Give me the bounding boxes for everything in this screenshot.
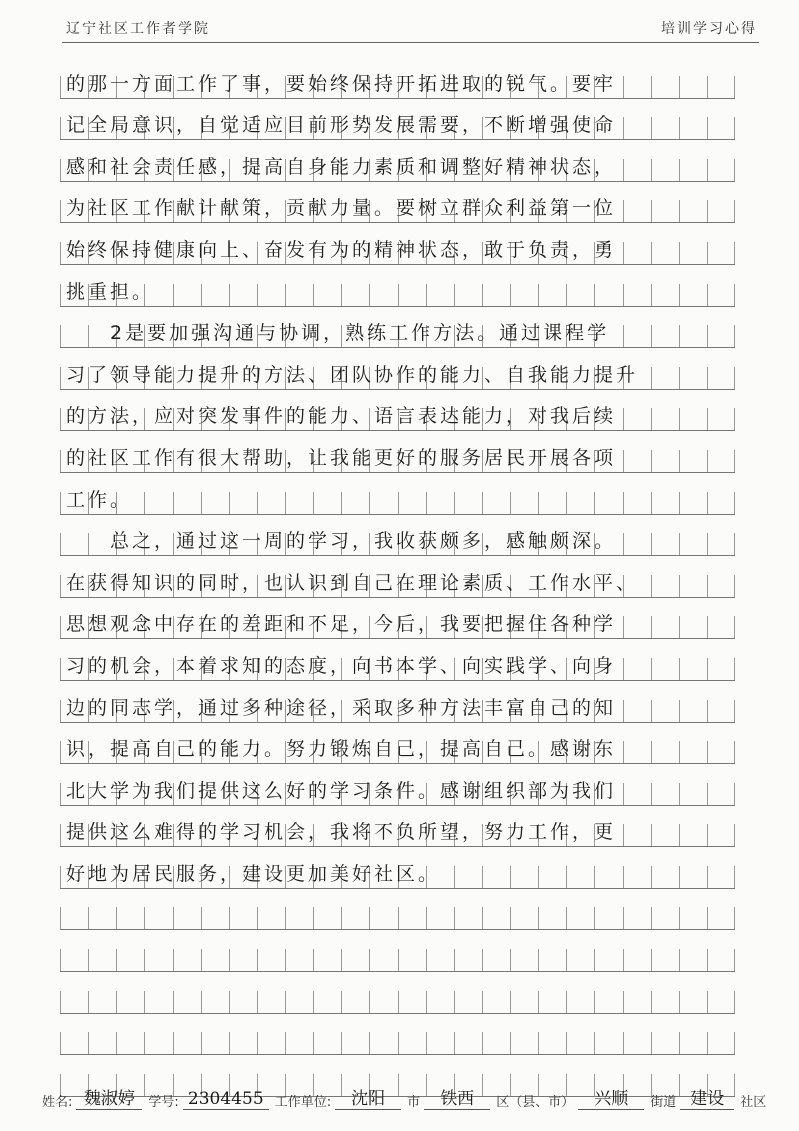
handwritten-line: 挑重担。: [66, 280, 155, 303]
grid-cells: [60, 991, 735, 1013]
grid-row: [60, 99, 735, 141]
handwritten-line: 为社区工作献计献策，贡献力量。要树立群众利益第一位: [66, 197, 617, 220]
handwritten-line: 好地为居民服务，建设更加美好社区。: [66, 862, 441, 885]
grid-cells: [60, 949, 735, 971]
grid-cells: [60, 1032, 735, 1054]
grid-row: [60, 390, 735, 432]
grid-row: [60, 681, 735, 723]
handwritten-line: 的那一方面工作了事，要始终保持开拓进取的锐气。要牢: [66, 72, 617, 95]
handwritten-line: 工作。: [66, 488, 133, 511]
grid-row: [60, 182, 735, 224]
grid-row: [60, 307, 735, 349]
handwritten-line: 在获得知识的同时，也认识到自己在理论素质、工作水平、: [66, 571, 639, 594]
handwritten-line: 边的同志学，通过多种途径，采取多种方法丰富自己的知: [66, 696, 617, 719]
header-divider: [62, 42, 759, 43]
street-suffix: 街道: [650, 1095, 677, 1110]
community-suffix: 社区: [740, 1095, 767, 1110]
handwritten-line: 记全局意识，自觉适应目前形势发展需要，不断增强使命: [66, 114, 617, 137]
name-label: 姓名:: [42, 1095, 73, 1110]
student-id-value: 2304455: [183, 1089, 269, 1110]
grid-row: [60, 431, 735, 473]
grid-row: [60, 764, 735, 806]
grid-row: [60, 889, 735, 931]
grid-row: [60, 1014, 735, 1056]
student-id-label: 学号:: [148, 1095, 179, 1110]
district-value: 铁西: [424, 1084, 490, 1110]
handwritten-line: 习的机会，本着求知的态度，向书本学、向实践学、向身: [66, 654, 617, 677]
work-unit-label: 工作单位:: [274, 1095, 332, 1110]
handwritten-line: 感和社会责任感，提高自身能力素质和调整好精神状态，: [66, 155, 617, 178]
grid-row: [60, 515, 735, 557]
grid-row: [60, 57, 735, 99]
grid-row: [60, 140, 735, 182]
street-value: 兴顺: [578, 1084, 644, 1110]
grid-row: [60, 847, 735, 889]
header-college-name: 辽宁社区工作者学院: [66, 21, 210, 37]
grid-row: [60, 930, 735, 972]
grid-row: [60, 723, 735, 765]
handwritten-line: 的方法，应对突发事件的能力、语言表达能力，对我后续: [66, 405, 617, 428]
district-suffix: 区（县、市）: [496, 1095, 575, 1110]
city-suffix: 市: [407, 1095, 421, 1110]
grid-cells: [60, 907, 735, 929]
grid-row: [60, 806, 735, 848]
grid-row: [60, 972, 735, 1014]
city-value: 沈阳: [335, 1084, 401, 1110]
header-doc-title: 培训学习心得: [661, 21, 757, 37]
handwritten-line: 总之，通过这一周的学习，我收获颇多，感触颇深。: [66, 530, 617, 553]
grid-row: [60, 348, 735, 390]
grid-row: [60, 556, 735, 598]
grid-row: [60, 473, 735, 515]
grid-row: [60, 265, 735, 307]
handwritten-line: 北大学为我们提供这么好的学习条件。感谢组织部为我们: [66, 779, 617, 802]
handwritten-line: 习了领导能力提升的方法、团队协作的能力、自我能力提升: [66, 363, 639, 386]
grid-row: [60, 639, 735, 681]
name-value: 魏淑婷: [76, 1084, 142, 1110]
handwritten-line: 的社区工作有很大帮助，让我能更好的服务居民开展各项: [66, 446, 617, 469]
grid-row: [60, 223, 735, 265]
grid-row: [60, 598, 735, 640]
handwritten-line: 始终保持健康向上、奋发有为的精神状态，敢于负责，勇: [66, 238, 617, 261]
handwritten-line: 思想观念中存在的差距和不足，今后，我要把握住各种学: [66, 613, 617, 636]
handwritten-line: 提供这么难得的学习机会，我将不负所望，努力工作，更: [66, 821, 617, 844]
footer-signature-line: [42, 1082, 767, 1110]
handwritten-line: 识，提高自己的能力。努力锻炼自己，提高自己。感谢东: [66, 738, 617, 761]
handwritten-line: 2是要加强沟通与协调，熟练工作方法。通过课程学: [66, 322, 610, 345]
community-value: 建设: [680, 1084, 734, 1110]
writing-grid: [60, 57, 735, 1097]
